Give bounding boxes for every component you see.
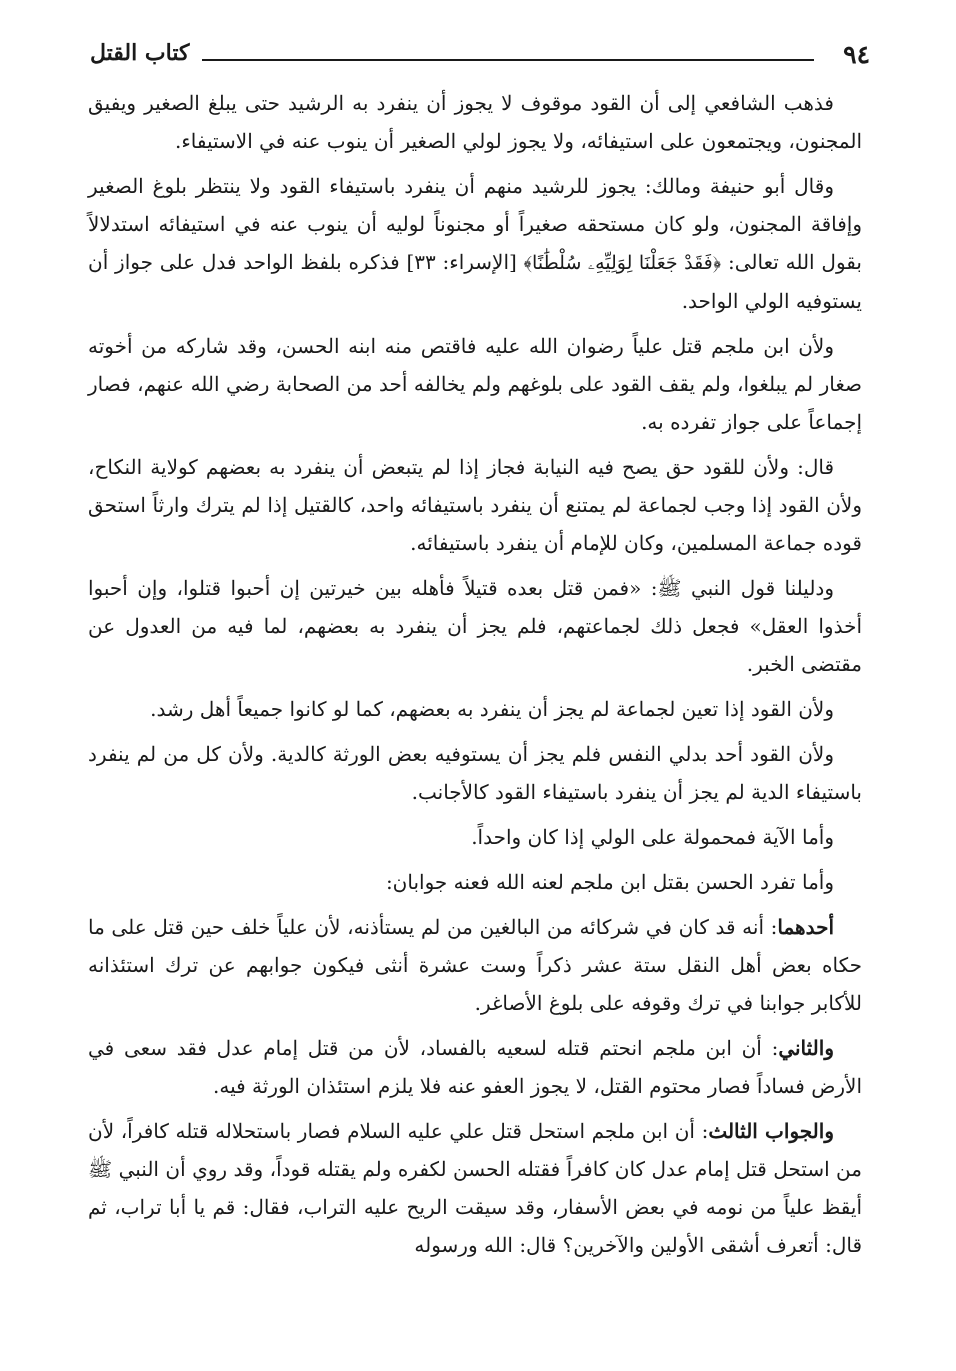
paragraph-lead: والجواب الثالث xyxy=(708,1119,834,1143)
paragraph-text: قال: ولأن للقود حق يصح فيه النيابة فجاز إذا لم يتبعض أن ينفرد به بعضهم كولاية النكاح، ولأن القود إذا وجب لجماعة لم يمتنع أن ينفرد باستيفائه واحد، كالقتيل إذا لم يترك وارثاً استحق قوده جماعة المسلمين، وكان للإمام أن ينفرد باستيفائه. xyxy=(88,455,862,555)
paragraph-text: وأما تفرد الحسن بقتل ابن ملجم لعنه الله فعنه جوابان: xyxy=(385,870,834,894)
paragraph-text: ولأن ابن ملجم قتل علياً رضوان الله عليه فاقتص منه ابنه الحسن، وقد شاركه من أخوته صغار لم يبلغوا، ولم يقف القود على بلوغهم ولم يخالفه أحد من الصحابة رضي الله عنهم، فصار إجماعاً على جواز تفرده به. xyxy=(88,334,862,434)
paragraph xyxy=(88,167,862,320)
quran-verse: ﴿فَقَدْ جَعَلْنَا لِوَلِيِّهِۦ سُلْطَٰنًا﴾ xyxy=(523,252,722,274)
paragraph-lead: أحدهما xyxy=(777,915,834,939)
paragraph xyxy=(88,448,862,562)
paragraph-text: : أن ابن ملجم استحل قتل علي عليه السلام فصار باستحلاله قتله كافراً، لأن من استحل قتل إمام عدل كان كافراً فقتله الحسن لكفره ولم يقتله قوداً، وقد روي أن النبي ﷺ أيقظ علياً من نومه في بعض الأسفار، وقد سيقت الريح عليه التراب، فقال: قم يا أبا تراب، ثم قال: أتعرف أشقى الأولين والآخرين؟ قال: الله ورسوله xyxy=(88,1119,863,1257)
paragraph xyxy=(88,690,862,728)
paragraph xyxy=(88,908,862,1022)
paragraph xyxy=(88,818,862,856)
page-body xyxy=(88,84,862,1271)
paragraph-text: ولأن القود أحد بدلي النفس فلم يجز أن يستوفيه بعض الورثة كالدية. ولأن كل من لم ينفرد باستيفاء الدية لم يجز أن ينفرد باستيفاء القود كالأجانب. xyxy=(88,742,862,804)
paragraph-text: فذهب الشافعي إلى أن القود موقوف لا يجوز أن ينفرد به الرشيد حتى يبلغ الصغير ويفيق المجنون، ويجتمعون على استيفائه، ولا يجوز لولي الصغير أن ينوب عنه في الاستيفاء. xyxy=(88,91,862,153)
paragraph xyxy=(88,863,862,901)
paragraph-text: : أن ابن ملجم انحتم قتله لسعيه بالفساد، لأن من قتل إمام عدل فقد سعى في الأرض فساداً فصار محتوم القتل، لا يجوز العفو عنه فلا يلزم استئذان الورثة فيه. xyxy=(88,1036,862,1098)
paragraph-lead: والثاني xyxy=(778,1036,834,1060)
paragraph-text: : أنه قد كان في شركائه من البالغين من لم يستأذنه، لأن علياً خلف حين قتل على ما حكاه بعض أهل النقل ستة عشر ذكراً وست عشرة أنثى فيكون جوابهم عن ترك استئذانه للأكابر جوابنا في ترك وقوفه على بلوغ الأصاغر. xyxy=(88,915,862,1015)
header-rule xyxy=(202,59,814,61)
paragraph-text: ولأن القود إذا تعين لجماعة لم يجز أن ينفرد به بعضهم، كما لو كانوا جميعاً أهل رشد. xyxy=(150,697,834,721)
page-header xyxy=(90,36,876,78)
paragraph xyxy=(88,84,862,160)
paragraph xyxy=(88,1029,862,1105)
paragraph-text: وأما الآية فمحمولة على الولي إذا كان واحداً. xyxy=(471,825,834,849)
paragraph xyxy=(88,1112,862,1264)
paragraph-text: ودليلنا قول النبي ﷺ: «فمن قتل بعده قتيلاً فأهله بين خيرتين إن أحبوا قتلوا، وإن أحبوا أخذوا العقل» فجعل ذلك لجماعتهم، فلم يجز أن ينفرد به بعضهم، لما فيه من العدول عن مقتضى الخبر. xyxy=(88,576,862,676)
book-title: كتاب القتل xyxy=(90,40,190,66)
page-number: ٩٤ xyxy=(843,40,870,69)
paragraph xyxy=(88,735,862,811)
paragraph xyxy=(88,569,862,683)
paragraph xyxy=(88,327,862,441)
paragraph-text: وقال أبو حنيفة ومالك: يجوز للرشيد منهم أن ينفرد باستيفاء القود ولا ينتظر بلوغ الصغير وإفاقة المجنون، ولو كان مستحقه صغيراً أو مجنوناً لوليه أن ينوب عنه في استيفائه استدلالاً بقول الله تعالى: xyxy=(88,174,862,274)
paragraph-text: [الإسراء: ٣٣] فذكره بلفظ الواحد فدل على جواز أن يستوفيه الولي الواحد. xyxy=(88,250,862,313)
